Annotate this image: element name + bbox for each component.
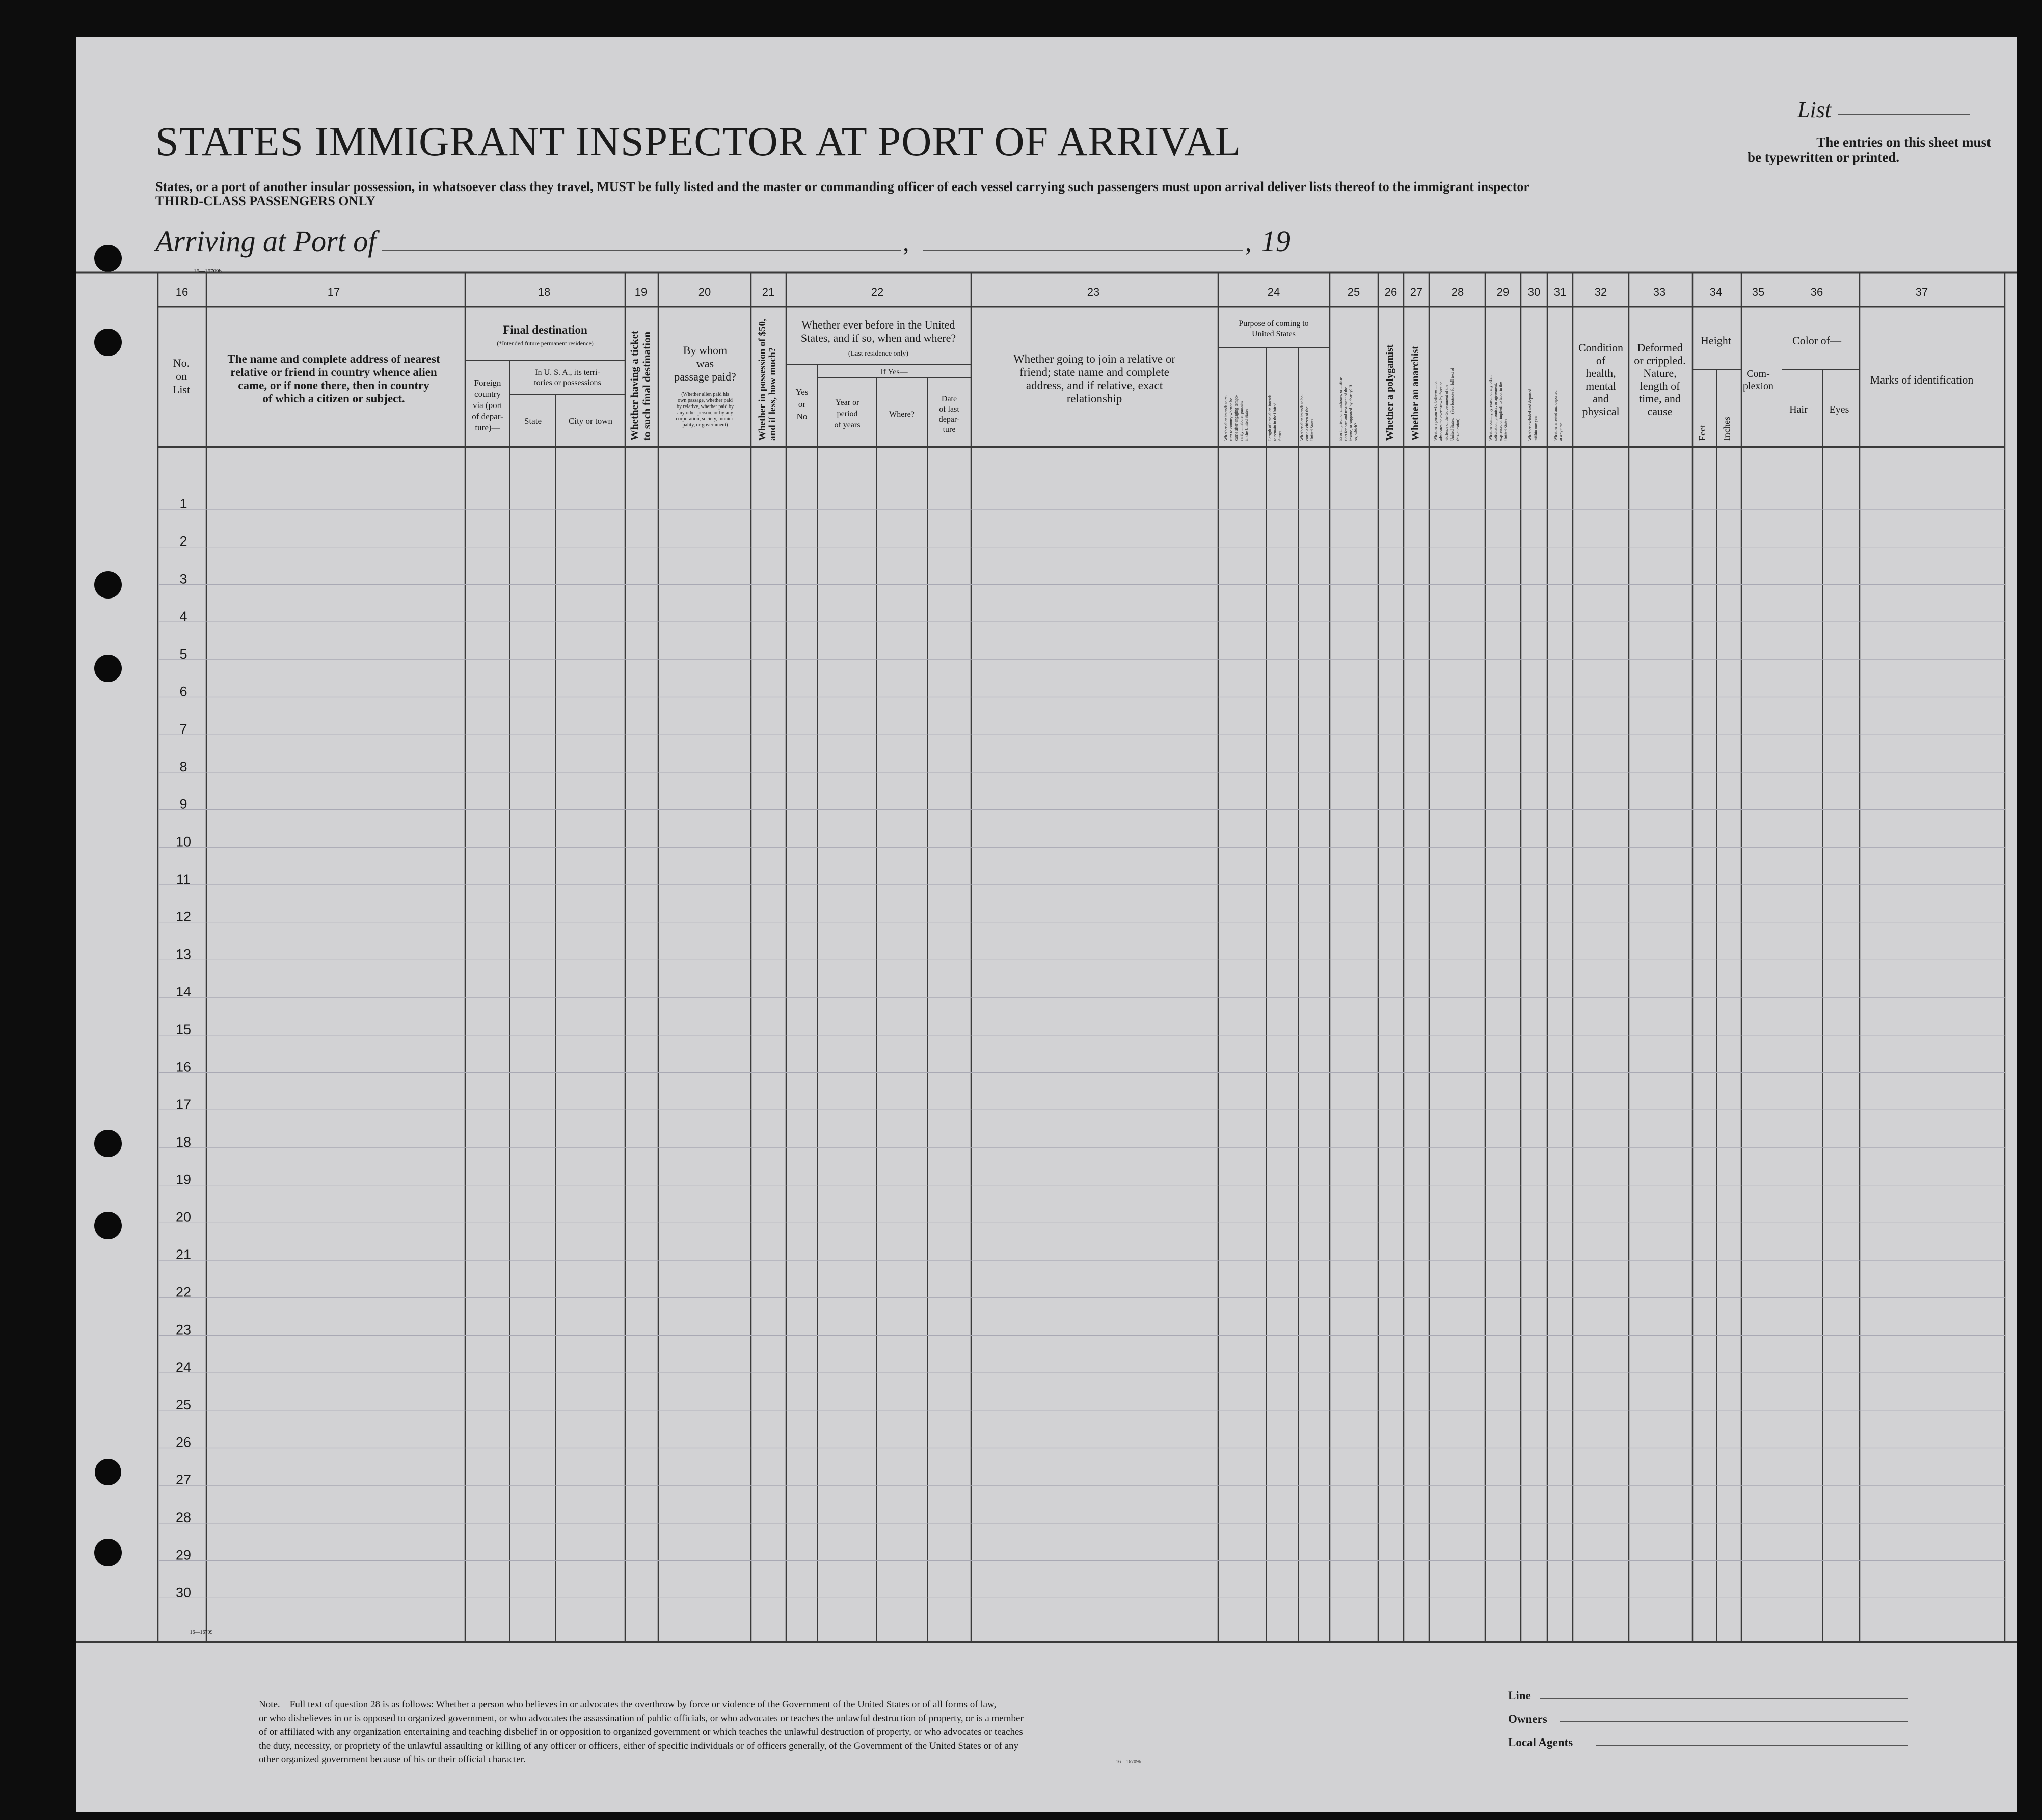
col22-date-heading: Date [941, 395, 957, 403]
col32-heading: health, [1586, 367, 1616, 379]
form-title: STATES IMMIGRANT INSPECTOR AT PORT OF ARRIVAL [155, 118, 1242, 165]
column-number: 21 [762, 286, 775, 298]
col18-usa-heading: In U. S. A., its terri- [535, 368, 600, 377]
footnote-line: Note.—Full text of question 28 is as follows: Whether a person who believes in or advocates the overthrow by force or violence of the Government of the United States or of all forms of law, [259, 1699, 997, 1710]
column-number: 26 [1384, 286, 1398, 298]
col23-heading: Whether going to join a relative or [1013, 352, 1176, 365]
col18-foreign-heading: of depar- [472, 412, 503, 421]
row-number: 9 [179, 796, 187, 812]
instruction-text: States, or a port of another insular possession, in whatsoever class they travel, MUST be fully listed and the master or commanding officer of each vessel carrying such passengers must upon arrival deliver lists thereof to the immigrant inspector [155, 179, 1529, 194]
row-number: 12 [175, 909, 192, 925]
col24-heading: Purpose of coming to [1239, 319, 1309, 328]
comma: , [1245, 228, 1252, 256]
col20-subheading: corporation, society, munici- [676, 416, 735, 422]
arriving-label: Arriving at Port of [155, 225, 377, 258]
column-number: 33 [1653, 286, 1666, 298]
col28-heading: violence of the Government of the [1444, 385, 1449, 441]
row-number: 10 [175, 834, 192, 850]
column-number: 25 [1347, 286, 1360, 298]
column-number: 35 [1752, 286, 1765, 298]
col18-foreign-heading: ture)— [475, 423, 500, 432]
row-number: 4 [179, 609, 187, 624]
col18-state-heading: State [524, 416, 542, 426]
col22-heading: States, and if so, when and where? [800, 332, 956, 344]
col24-length-heading: to remain in the United [1273, 402, 1277, 441]
year-prefix: 19 [1261, 225, 1291, 258]
col24-return-heading: came after engaging tempo- [1234, 395, 1239, 441]
row-number: 13 [175, 946, 192, 962]
col36-hair-heading: Hair [1789, 404, 1808, 415]
col19-heading: to such final destination [640, 331, 653, 441]
column-number: 18 [538, 286, 551, 298]
column-number: 20 [698, 286, 711, 298]
column-number: 17 [327, 286, 340, 298]
col22-date-heading: ture [943, 425, 956, 434]
col22-yesno-heading: or [798, 399, 806, 409]
col29-heading: solicitation, promise, or agreement, [1493, 383, 1498, 441]
col22-yesno-heading: No [796, 412, 808, 421]
col23-heading: address, and if relative, exact [1026, 379, 1163, 392]
column-number: 30 [1527, 286, 1541, 298]
row-number: 20 [175, 1209, 192, 1225]
col22-ifyes: If Yes— [880, 368, 908, 376]
col16-heading: on [176, 370, 187, 383]
row-number: 2 [179, 533, 187, 549]
col33-heading: or crippled. [1634, 354, 1686, 367]
col29-heading: expressed or implied, to labor in the [1498, 382, 1503, 441]
col22-years-heading: period [837, 410, 858, 418]
col28-heading: advocates the overthrow by force or [1439, 382, 1443, 441]
col22-date-heading: of last [939, 405, 959, 414]
column-number: 31 [1553, 286, 1567, 298]
col26-heading: Whether a polygamist [1384, 344, 1395, 441]
col24-citizen-heading: come a citizen of the [1305, 406, 1309, 441]
footnote-line: other organized government because of his or their official character. [259, 1754, 526, 1765]
col18-city-heading: City or town [569, 416, 612, 426]
col24-length-heading: Length of time alien intends [1268, 394, 1272, 441]
col33-heading: Deformed [1637, 341, 1683, 354]
col18-usa-heading: tories or possessions [534, 378, 601, 387]
list-label: List [1797, 97, 1832, 122]
col25-heading: insane, or supported by charity? If [1349, 385, 1353, 441]
col24-return-heading: in the United States [1244, 409, 1249, 441]
col20-subheading: own passage, whether paid [678, 398, 733, 403]
footnote-line: the duty, necessity, or propriety of the unlawful assaulting or killing of any officer or officers, either of specific individuals or of officers generally, of the Government of the United States or of any [259, 1741, 1019, 1751]
col20-subheading: by relative, whether paid by [677, 404, 734, 410]
comma: , [903, 228, 909, 256]
row-number: 28 [175, 1509, 192, 1525]
column-number: 24 [1267, 286, 1280, 298]
col18-foreign-heading: Foreign [474, 378, 501, 388]
col32-heading: and [1593, 392, 1609, 405]
punch-hole [94, 329, 122, 356]
row-number: 3 [179, 571, 187, 587]
col22-yesno-heading: Yes [795, 387, 809, 397]
punch-hole [94, 245, 122, 272]
column-number: 34 [1709, 286, 1723, 298]
col37-heading: Marks of identification [1870, 373, 1974, 386]
col20-subheading: (Whether alien paid his [681, 392, 729, 397]
col21-heading: and if less, how much? [767, 347, 778, 441]
row-number: 30 [175, 1585, 192, 1600]
col20-heading: passage paid? [674, 370, 736, 383]
col20-heading: was [696, 357, 714, 370]
punch-hole [94, 571, 122, 599]
col17-heading: relative or friend in country whence alien [230, 366, 437, 378]
column-number: 28 [1451, 286, 1464, 298]
line-label: Line [1508, 1689, 1531, 1702]
col17-heading: of which a citizen or subject. [262, 392, 405, 405]
col32-heading: physical [1582, 405, 1620, 418]
col25-heading: tion for care and treatment of the [1344, 387, 1348, 441]
col24-citizen-heading: United States [1310, 419, 1314, 441]
manifest-form [76, 37, 2017, 1812]
col28-heading: United States.—(See footnote for full text of [1450, 368, 1455, 441]
col17-heading: The name and complete address of nearest [227, 352, 440, 365]
row-number: 25 [175, 1397, 192, 1412]
row-number: 15 [175, 1021, 192, 1037]
form-number: 16—16709b [1116, 1759, 1141, 1765]
row-number: 16 [175, 1059, 192, 1075]
col28-heading: Whether a person who believes in or [1433, 381, 1438, 441]
col33-heading: cause [1647, 405, 1673, 418]
typewritten-note: be typewritten or printed. [1748, 150, 1899, 165]
col33-heading: Nature, [1643, 367, 1677, 379]
col19-heading: Whether having a ticket [628, 330, 640, 441]
col36-eyes-heading: Eyes [1829, 404, 1849, 415]
col31-heading: Whether arrested and deported [1553, 390, 1558, 441]
col30-heading: within one year [1533, 415, 1538, 441]
punch-hole [94, 1539, 122, 1566]
col35-heading: Com- [1747, 368, 1770, 379]
col24-return-heading: Whether alien intends to re- [1224, 395, 1228, 441]
col20-heading: By whom [683, 344, 728, 357]
row-number: 11 [176, 872, 191, 887]
row-number: 24 [175, 1360, 192, 1375]
col34-feet-heading: Feet [1697, 425, 1707, 441]
col22-years-heading: Year or [835, 398, 859, 407]
row-number: 26 [175, 1434, 192, 1450]
column-number: 27 [1410, 286, 1423, 298]
col33-heading: time, and [1639, 392, 1681, 405]
col34-inches-heading: Inches [1722, 417, 1732, 441]
punch-hole [94, 1212, 122, 1239]
col35-heading: plexion [1743, 381, 1774, 392]
class-line: THIRD-CLASS PASSENGERS ONLY [155, 194, 376, 208]
col18-foreign-heading: country [474, 389, 501, 399]
col22-subheading: (Last residence only) [848, 350, 909, 358]
col23-heading: relationship [1066, 392, 1122, 405]
col29-heading: United States [1503, 419, 1508, 441]
col28-heading: this question) [1456, 418, 1460, 441]
col17-heading: came, or if none there, then in country [238, 379, 429, 392]
form-number: 16—16709 [190, 1629, 213, 1635]
row-number: 27 [175, 1472, 192, 1488]
row-number: 17 [175, 1097, 192, 1112]
col27-heading: Whether an anarchist [1410, 346, 1421, 441]
row-number: 5 [179, 646, 187, 662]
column-number: 32 [1594, 286, 1607, 298]
col29-heading: Whether coming by reason of any offer, [1488, 375, 1493, 441]
col24-return-heading: rarily in laborer pursuits [1239, 401, 1244, 441]
col23-heading: friend; state name and complete [1019, 366, 1169, 378]
footnote-line: or who disbelieves in or is opposed to organized government, or who advocates the assassination of public officials, or who advocates or teaches the unlawful destruction of property, or is a member [259, 1713, 1024, 1724]
row-number: 6 [179, 684, 187, 699]
col30-heading: Whether excluded and deported [1528, 389, 1533, 441]
col22-heading: Whether ever before in the United [801, 318, 955, 331]
col32-heading: of [1596, 354, 1606, 367]
row-number: 7 [179, 721, 187, 737]
row-number: 8 [179, 758, 187, 774]
col25-heading: Ever in prison or almshouse, or institu- [1338, 376, 1343, 441]
row-number: 23 [175, 1322, 192, 1338]
col21-heading: Whether in possession of $50, [757, 319, 768, 441]
row-number: 18 [175, 1134, 192, 1150]
row-number: 19 [175, 1172, 192, 1187]
row-number: 29 [175, 1547, 192, 1563]
col22-date-heading: depar- [938, 415, 960, 424]
punch-hole [95, 1459, 121, 1485]
col20-subheading: pality, or government) [682, 422, 728, 428]
column-number: 22 [871, 286, 884, 298]
col33-heading: length of [1640, 379, 1680, 392]
col32-heading: Condition [1578, 341, 1624, 354]
col22-where-heading: Where? [889, 410, 915, 419]
punch-hole [94, 655, 122, 682]
punch-hole [94, 1130, 122, 1157]
column-number: 19 [634, 286, 648, 298]
column-number: 29 [1496, 286, 1510, 298]
owners-label: Owners [1508, 1713, 1547, 1725]
column-number: 36 [1810, 286, 1823, 298]
col16-heading: List [172, 383, 191, 396]
col24-length-heading: States [1278, 430, 1282, 441]
column-number: 37 [1915, 286, 1928, 298]
col16-heading: No. [173, 357, 190, 369]
col18-foreign-heading: via (port [472, 400, 503, 410]
column-number: 23 [1087, 286, 1100, 298]
col36-heading: Color of— [1792, 334, 1841, 347]
col24-heading: United States [1252, 330, 1296, 338]
row-number: 1 [179, 496, 187, 511]
col24-citizen-heading: Whether alien intends to be- [1300, 394, 1304, 441]
form-number: 16—16709b [194, 268, 222, 275]
col22-years-heading: of years [834, 421, 861, 429]
col31-heading: at any time [1559, 422, 1563, 441]
row-number: 14 [175, 984, 192, 1000]
col18-heading: Final destination [503, 323, 587, 336]
column-number: 16 [175, 286, 189, 298]
col32-heading: mental [1586, 379, 1616, 392]
row-number: 22 [175, 1284, 192, 1300]
row-number: 21 [175, 1247, 192, 1262]
col24-return-heading: turn to country whence he [1229, 398, 1233, 441]
manifest-sheet [76, 37, 2017, 1812]
footnote-line: of or affiliated with any organization entertaining and teaching disbelief in or opposition to organized government or which teaches the unlawful destruction of property, or who advocates or teaches [259, 1727, 1023, 1737]
col20-subheading: any other person, or by any [677, 410, 733, 416]
col25-heading: so, which? [1354, 423, 1358, 441]
col34-heading: Height [1701, 334, 1731, 347]
col18-subheading: (*Intended future permanent residence) [497, 340, 594, 347]
typewritten-note: The entries on this sheet must [1816, 134, 1991, 150]
agents-label: Local Agents [1508, 1736, 1573, 1749]
